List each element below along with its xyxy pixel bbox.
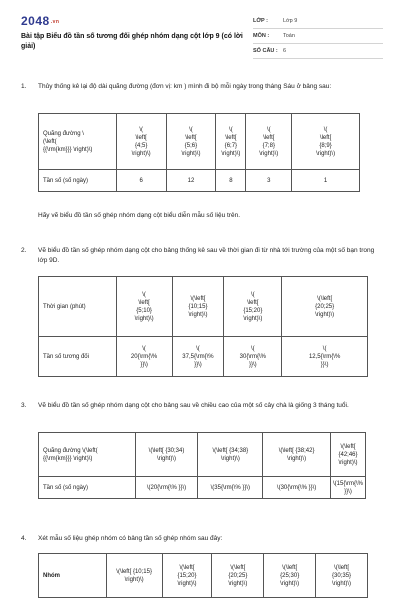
- table-cell: \(\left[ {42;46} \right)\): [331, 433, 366, 477]
- table-cell: \( \left[ {8;9} \right)\): [292, 114, 360, 170]
- table-cell: Nhóm: [39, 554, 107, 598]
- table-cell: Tần số (số ngày): [39, 170, 117, 192]
- meta-key: LỚP :: [253, 18, 268, 24]
- table-row: [39, 477, 366, 499]
- table-cell: 3: [246, 170, 292, 192]
- logo-suffix: .vn: [50, 18, 60, 25]
- table-cell: \( \left[ {7;8} \right)\): [246, 114, 292, 170]
- meta-key: SỐ CÂU :: [253, 48, 278, 54]
- table-row: [39, 277, 368, 337]
- table-cell: Tần số tương đối: [39, 337, 117, 377]
- table-cell: Quãng đường \ (\left( {{\rm{km}}} \right)\): [39, 114, 117, 170]
- table-cell: \( 20{\rm{\% }}\): [116, 337, 172, 377]
- table-cell: \(\left[ {34;38} \right)\): [198, 433, 263, 477]
- table-cell: \(35{\rm{\% }}\): [198, 477, 263, 499]
- table-cell: \( 12,5{\rm{\% }}\): [282, 337, 368, 377]
- table-cell: \(\left[ {30;35} \right)\): [316, 554, 368, 598]
- page-header: [0, 0, 400, 62]
- question-text: Xét mẫu số liệu ghép nhóm có bảng tần số ghép nhóm sau đây:: [38, 535, 223, 542]
- document-meta: [253, 14, 383, 59]
- question-text: Thủy thống kê lại độ dài quãng đường (đơn vị: km ) mình đi bộ mỗi ngày trong tháng Sáu ở bảng sau:: [38, 83, 332, 90]
- question-number: 1.: [21, 83, 27, 90]
- table-cell: \(\left[ {25;30} \right)\): [264, 554, 316, 598]
- table-cell: \(20{\rm{\% }}\): [135, 477, 198, 499]
- document-title: Bài tập Biểu đồ tần số tương đối ghép nhóm dạng cột lớp 9 (có lời giải): [21, 33, 243, 50]
- table-cell: \(\left[ {10;15} \right)\): [172, 277, 224, 337]
- table-row: [39, 433, 366, 477]
- meta-row-count: [253, 44, 383, 59]
- meta-key: MÔN :: [253, 33, 270, 39]
- question-text: Vẽ biểu đồ tần số ghép nhóm dạng cột cho bảng thống kê sau về thời gian đi từ nhà tới trường của một số bạn trong lớp 9D.: [38, 247, 375, 264]
- table-cell: \(\left[ {20;25} \right)\): [212, 554, 264, 598]
- table-cell: Quãng đường \(\left( {{\rm{km}}} \right)\): [39, 433, 136, 477]
- table-row: [39, 337, 368, 377]
- meta-value: 6: [283, 48, 287, 54]
- question-number: 4.: [21, 535, 27, 542]
- question-number: 2.: [21, 247, 27, 254]
- question-number: 3.: [21, 402, 27, 409]
- table-cell: \( \left[ {5;10} \right)\): [116, 277, 172, 337]
- meta-value: Lớp 9: [283, 18, 298, 24]
- question-text: Vẽ biểu đồ tần số ghép nhóm dạng cột cho bảng sau về chiều cao của một số cây chà là giống 3 tháng tuổi.: [38, 402, 349, 409]
- question-2-table: [38, 276, 368, 377]
- table-cell: \(30{\rm{\% }}\): [263, 477, 331, 499]
- table-cell: \(\left[ {30;34) \right)\): [135, 433, 198, 477]
- table-cell: 6: [116, 170, 166, 192]
- table-cell: \( \left[ {15;20} \right)\): [224, 277, 282, 337]
- table-cell: \( \left[ {4;5} \right)\): [116, 114, 166, 170]
- table-cell: 8: [216, 170, 246, 192]
- table-cell: \( 37,5{\rm{\% }}\): [172, 337, 224, 377]
- table-cell: \(\left[ {20;25} \right)\): [282, 277, 368, 337]
- table-cell: Tần số (số ngày): [39, 477, 136, 499]
- question-1-table: [38, 113, 360, 192]
- site-logo[interactable]: [21, 14, 59, 28]
- table-cell: \(15{\rm{\% }}\): [331, 477, 366, 499]
- meta-row-subject: [253, 29, 383, 44]
- table-row: [39, 170, 360, 192]
- table-cell: \(\left[ {10;15} \right)\): [106, 554, 162, 598]
- logo-text: 2048: [21, 14, 50, 28]
- question-3-table: [38, 432, 366, 499]
- table-cell: \( \left[ {5;6} \right)\): [166, 114, 216, 170]
- table-cell: Thời gian (phút): [39, 277, 117, 337]
- table-cell: 12: [166, 170, 216, 192]
- table-cell: 1: [292, 170, 360, 192]
- question-1-instruction: Hãy vẽ biểu đồ tần số ghép nhóm dạng cột biểu diễn mẫu số liệu trên.: [38, 212, 240, 219]
- question-4-table: [38, 553, 368, 598]
- table-cell: \(\left[ {38;42} \right)\): [263, 433, 331, 477]
- table-cell: \( 30{\rm{\% }}\): [224, 337, 282, 377]
- table-cell: \(\left[ {15;20} \right)\): [162, 554, 212, 598]
- table-cell: \( \left[ {6;7} \right)\): [216, 114, 246, 170]
- meta-row-class: [253, 14, 383, 29]
- table-row: [39, 554, 368, 598]
- meta-value: Toán: [283, 33, 295, 39]
- table-row: [39, 114, 360, 170]
